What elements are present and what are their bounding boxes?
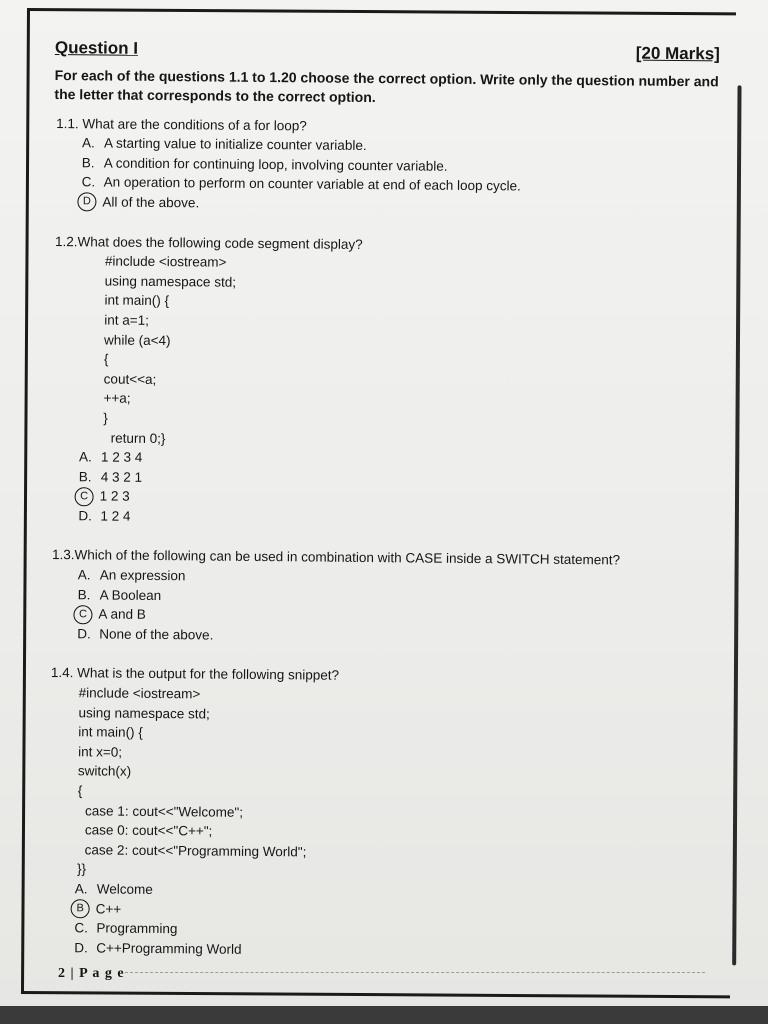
option-b: B. A condition for continuing loop, involving counter variable. [81,155,448,174]
instructions: For each of the questions 1.1 to 1.20 choose the correct option. Write only the question number and the letter that corresponds to the correct option. [54,66,719,105]
option-b: B. 4 3 2 1 [78,468,143,485]
option-d-selected: D All of the above. [81,192,718,218]
option-a: A. A starting value to initialize counter variable. [81,135,367,154]
code-line: int x=0; [78,744,123,760]
code-line: case 0: cout<<"C++"; [77,822,213,839]
code-line: { [77,783,83,799]
option-c: C. An operation to perform on counter variable at end of each loop cycle. [81,174,521,194]
option-d: D. None of the above. [77,626,214,643]
scan-edge [0,1006,768,1024]
question-stem: 1.3.Which of the following can be used in combination with CASE inside a SWITCH statement? [51,547,621,568]
question-stem: 1.2.What does the following code segment display? [54,233,363,252]
marks-label: [20 Marks] [635,43,720,64]
circled-answer-mark: B [71,899,90,918]
question-stem: 1.4. What is the output for the following snippet? [50,665,340,684]
option-a: A. 1 2 3 4 [78,449,143,465]
question-1-3 [49,545,715,649]
option-c: C. Programming [74,920,178,937]
question-1-1 [53,114,719,218]
code-line: int main() { [78,724,143,741]
footer-divider [125,972,705,973]
circled-answer-mark: C [73,605,92,624]
option-d: D. C++Programming World [74,939,242,957]
code-line: using namespace std; [78,704,210,722]
code-line: int main() { [104,292,170,309]
code-line: int a=1; [104,312,150,328]
code-line: return 0;} [103,429,166,446]
code-line: switch(x) [77,763,132,780]
code-block [77,683,714,885]
question-stem: 1.1. What are the conditions of a for loop? [56,115,307,134]
code-line: ++a; [103,390,131,407]
option-c-selected: C A and B [77,604,714,630]
option-b: B. A Boolean [77,586,162,603]
code-line: } [103,410,108,426]
question-1-2 [50,232,718,532]
code-line: }} [76,861,87,877]
option-b-selected: B C++ [75,899,712,925]
code-line: case 2: cout<<"Programming World"; [77,842,307,860]
code-block [103,252,718,454]
option-list [81,133,719,217]
code-line: while (a<4) [104,332,171,348]
code-line: case 1: cout<<"Welcome"; [77,802,244,820]
circled-answer-mark: D [77,192,96,211]
exam-content [46,38,720,964]
page-number-footer: 2 | P a g e [58,966,125,981]
code-line: #include <iostream> [78,685,201,702]
code-line: #include <iostream> [104,253,227,270]
option-list [74,879,712,963]
option-d: D. 1 2 4 [78,508,131,524]
option-list [77,565,715,649]
code-line: { [103,351,109,367]
option-a: A. Welcome [74,881,153,897]
question-1-4 [46,663,714,963]
option-a: A. An expression [77,567,186,584]
code-line: cout<<a; [103,371,157,387]
code-line: using namespace std; [104,273,237,290]
question-title: Question I [54,38,139,58]
circled-answer-mark: C [75,487,94,506]
option-c-selected: C 1 2 3 [79,487,716,513]
option-list [78,447,716,531]
